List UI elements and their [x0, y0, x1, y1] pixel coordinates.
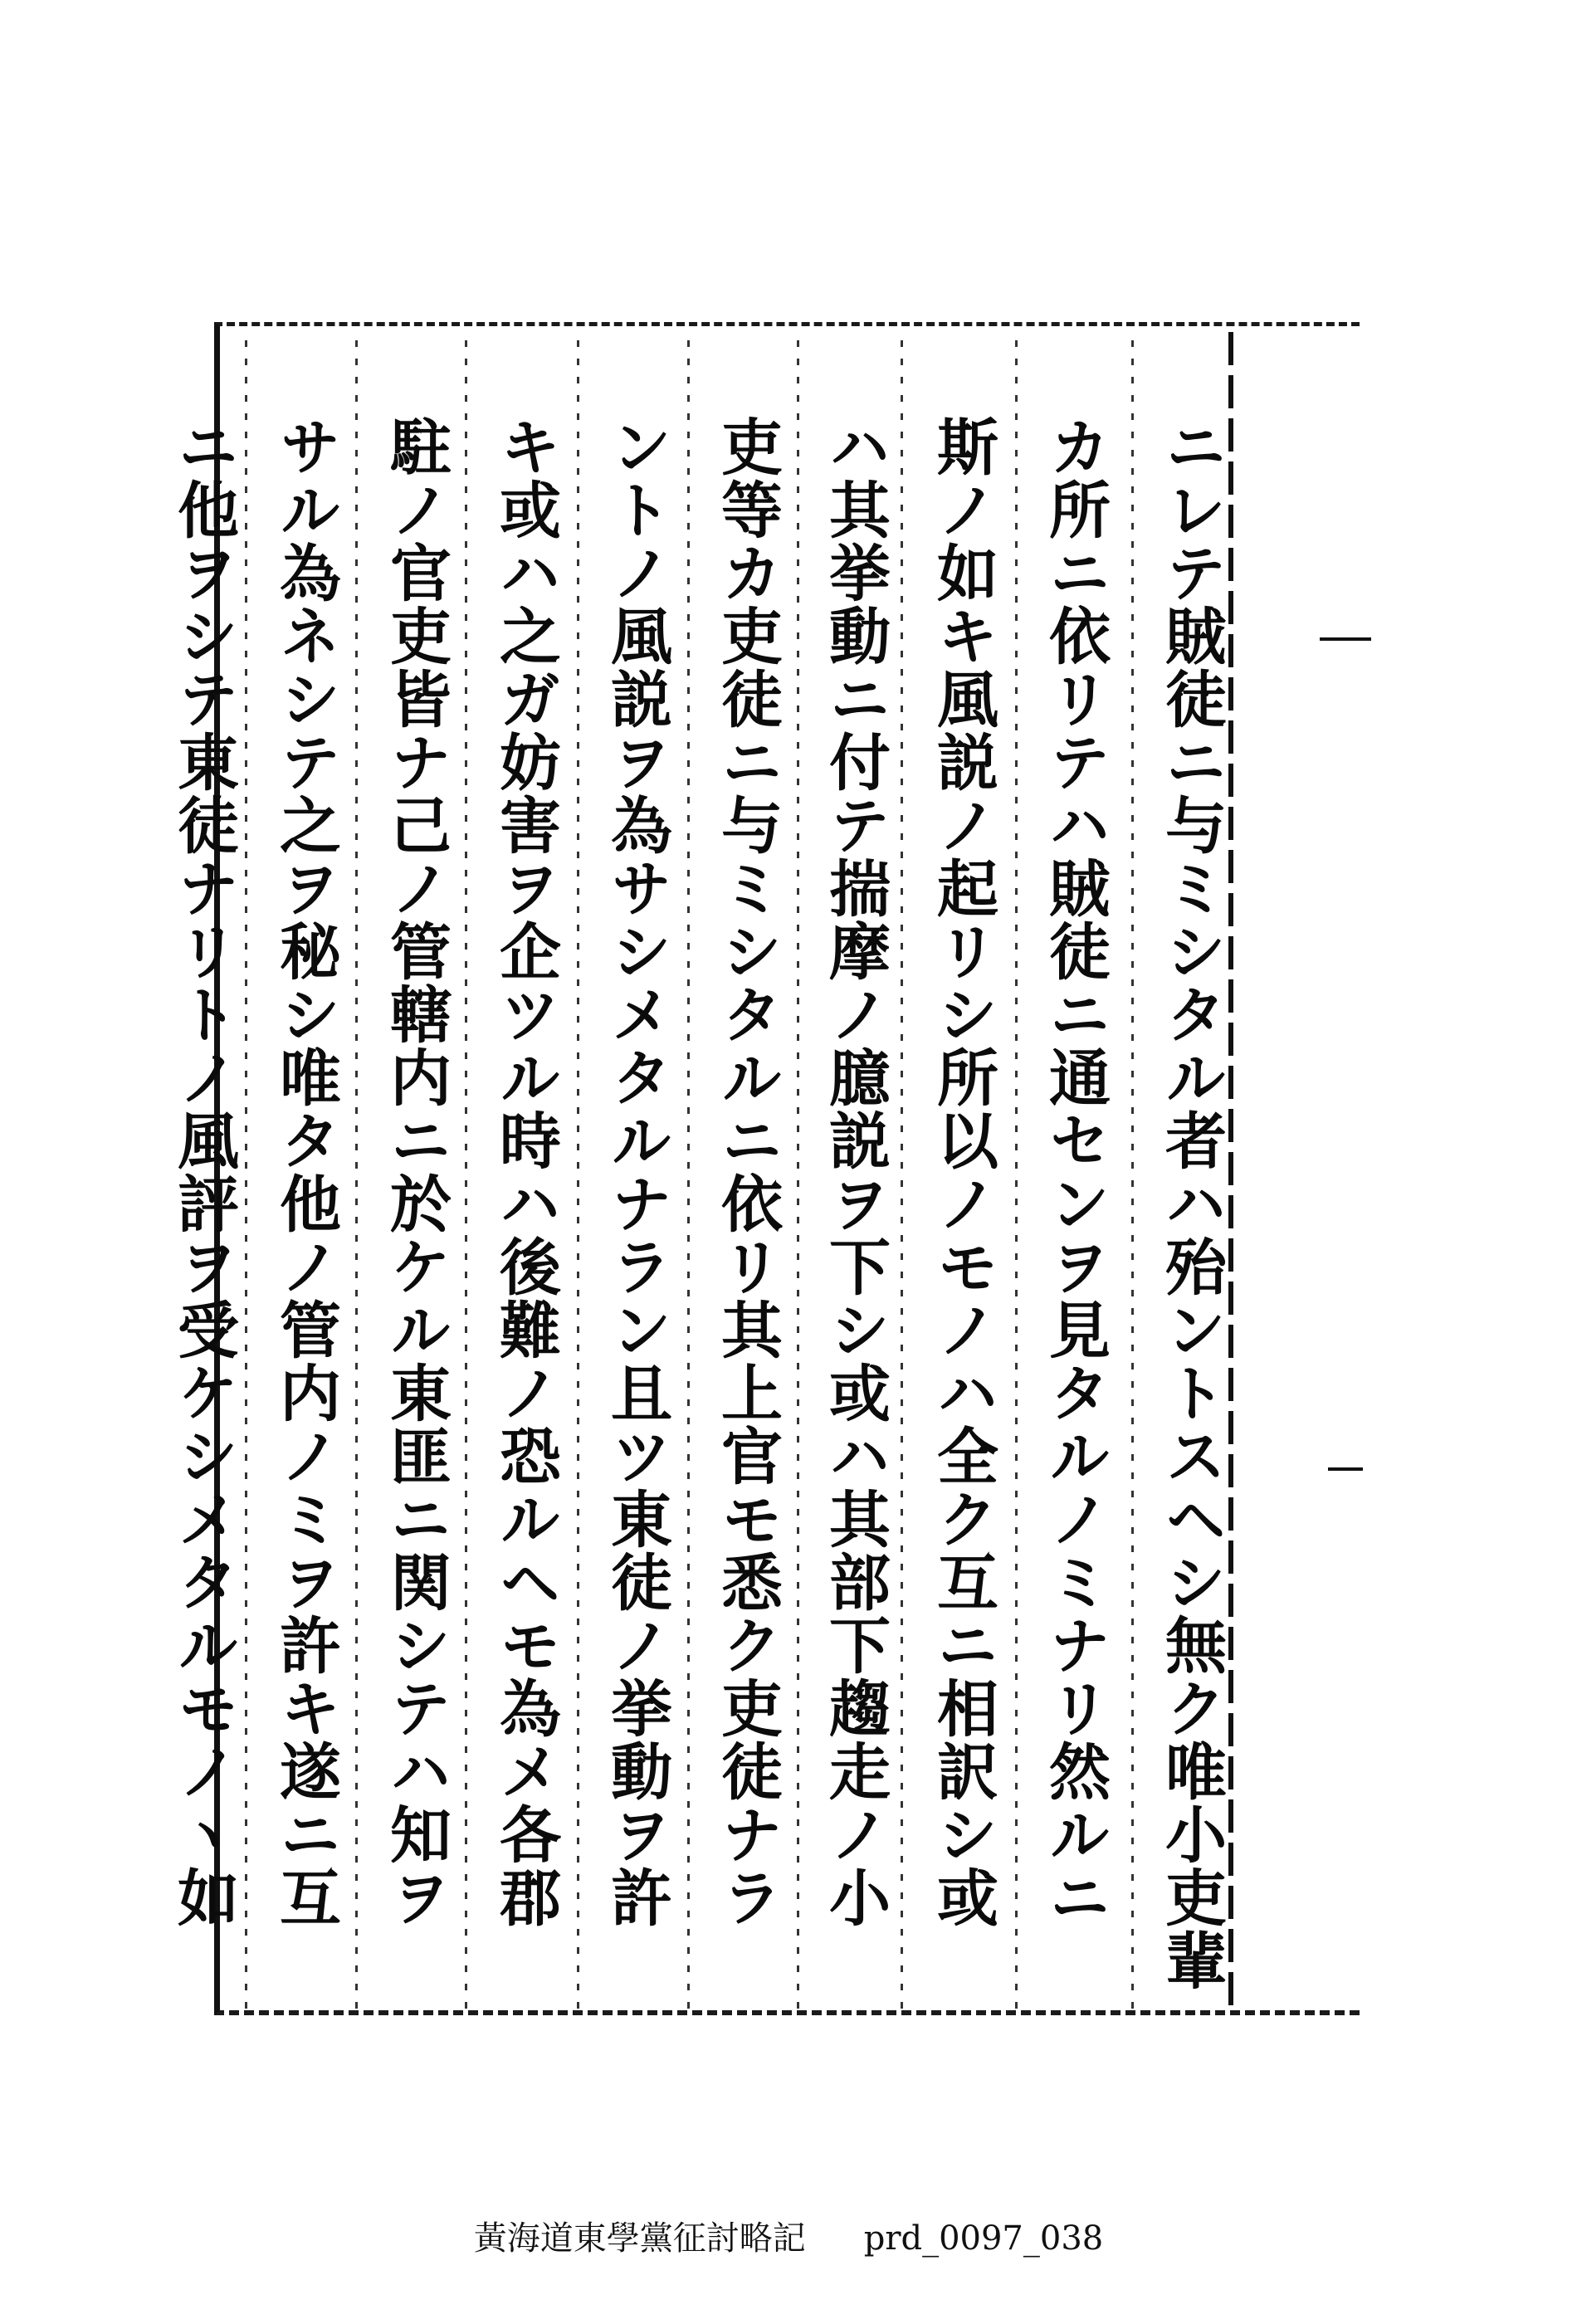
column-guide	[797, 340, 799, 2009]
document-title: 黃海道東學黨征討略記	[473, 2219, 806, 2258]
text-column-9: サル為ネシテ之ヲ秘シ唯タ他ノ管内ノミヲ許キ遂ニ互	[270, 415, 341, 1929]
page-footer	[0, 2212, 1577, 2259]
text-column-10: ニ他ヲシテ東徒ナリトノ風評ヲ受ケシメタルモノヽ如	[168, 415, 239, 1929]
column-guide	[465, 340, 467, 2009]
text-column-8: 駐ノ官吏皆ナ己ノ管轄内ニ於ケル東匪ニ関シテハ知ヲ	[380, 415, 452, 1929]
column-guide	[577, 340, 579, 2009]
column-guide	[355, 340, 358, 2009]
text-column-2: カ所ニ依リテハ賊徒ニ通センヲ見タルノミナリ然ルニ	[1039, 415, 1111, 1929]
column-guide	[901, 340, 903, 2009]
text-column-3: 斯ノ如キ風説ノ起リシ所以ノモノハ全ク互ニ相訳シ或	[927, 415, 998, 1929]
text-column-5: 吏等カ吏徒ニ与ミシタルニ依リ其上官モ悉ク吏徒ナラ	[711, 415, 783, 1929]
text-column-7: キ或ハ之ガ妨害ヲ企ツル時ハ後難ノ恐ルヘモ為メ各郡	[490, 415, 561, 1929]
column-guide	[687, 340, 690, 2009]
text-column-1: ニレテ賊徒ニ与ミシタル者ハ殆ントスヘシ無ク唯小吏輩	[1155, 415, 1227, 1992]
margin-tick-bottom	[1328, 1467, 1363, 1471]
document-code: prd_0097_038	[863, 2219, 1104, 2258]
text-column-4: ハ其挙動ニ付テ揣摩ノ臆説ヲ下シ或ハ其部下趨走ノ小	[819, 415, 891, 1929]
column-guide	[1015, 340, 1018, 2009]
column-guide	[1131, 340, 1134, 2009]
margin-tick-top	[1320, 637, 1371, 641]
text-column-6: ントノ風説ヲ為サシメタルナラン且ツ東徒ノ挙動ヲ許	[601, 415, 672, 1929]
